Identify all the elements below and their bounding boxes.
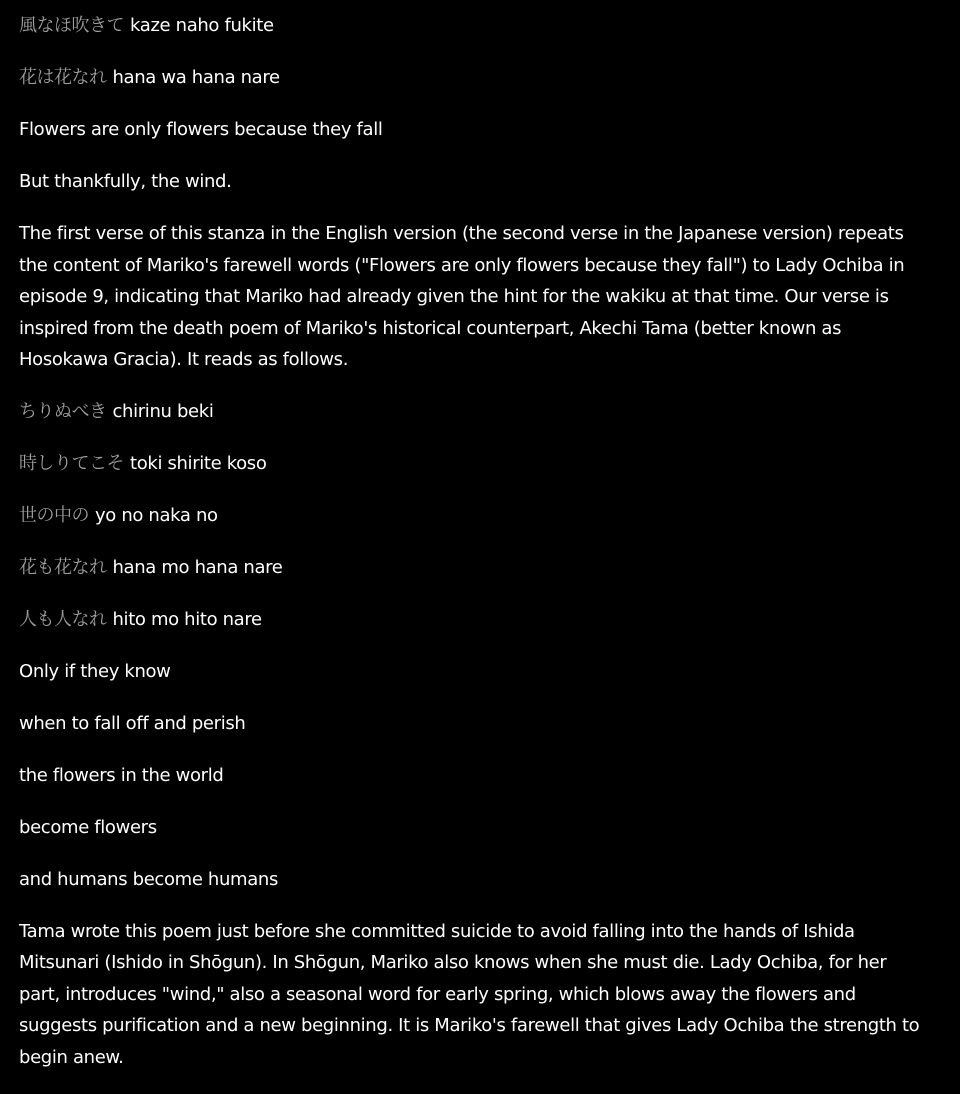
japanese-verse: 人も人なれ	[19, 608, 107, 630]
translation-line: Only if they know	[19, 660, 171, 682]
romaji-verse: hana mo hana nare	[112, 556, 283, 578]
japanese-verse: 花も花なれ	[19, 556, 107, 578]
japanese-verse: 時しりてこそ	[19, 452, 124, 474]
romaji-verse: chirinu beki	[112, 400, 214, 422]
poem-line	[19, 396, 941, 428]
poem-line	[19, 448, 941, 480]
translation-line: Flowers are only flowers because they fall	[19, 119, 383, 140]
japanese-verse: 世の中の	[19, 504, 89, 526]
japanese-verse: ちりぬべき	[19, 400, 107, 422]
poem-line	[19, 10, 941, 42]
commentary-paragraph: Tama wrote this poem just before she committed suicide to avoid falling into the hands of Ishida Mitsunari (Ishido in Shōgun). In Shōgun, Mariko also knows when she must die. Lady Ochiba, for her part, introduces "wind," also a seasonal word for early spring, which blows away the flowers and suggests purification and a new beginning. It is Mariko's farewell that gives Lady Ochiba the strength to begin anew.	[19, 920, 920, 1068]
poem-line	[19, 62, 941, 94]
translation-line: when to fall off and perish	[19, 712, 246, 734]
romaji-verse: kaze naho fukite	[130, 15, 274, 36]
commentary-paragraph: The first verse of this stanza in the English version (the second verse in the Japanese version) repeats the content of Mariko's farewell words ("Flowers are only flowers because they fall") to Lady Ochiba in episode 9, indicating that Mariko had already given the hint for the wakiku at that time. Our verse is inspired from the death poem of Mariko's historical counterpart, Akechi Tama (better known as Hosokawa Gracia). It reads as follows.	[19, 223, 905, 370]
japanese-verse: 花は花なれ	[19, 67, 107, 88]
japanese-verse: 風なほ吹きて	[19, 15, 124, 36]
poem-line	[19, 500, 941, 532]
poem-line	[19, 604, 941, 636]
translation-line: the flowers in the world	[19, 764, 224, 786]
romaji-verse: toki shirite koso	[130, 452, 267, 474]
translation-line: and humans become humans	[19, 868, 278, 890]
poem-line	[19, 552, 941, 584]
romaji-verse: hito mo hito nare	[112, 608, 262, 630]
romaji-verse: hana wa hana nare	[112, 67, 280, 88]
translation-line: But thankfully, the wind.	[19, 171, 232, 192]
romaji-verse: yo no naka no	[95, 504, 218, 526]
translation-line: become flowers	[19, 816, 157, 838]
